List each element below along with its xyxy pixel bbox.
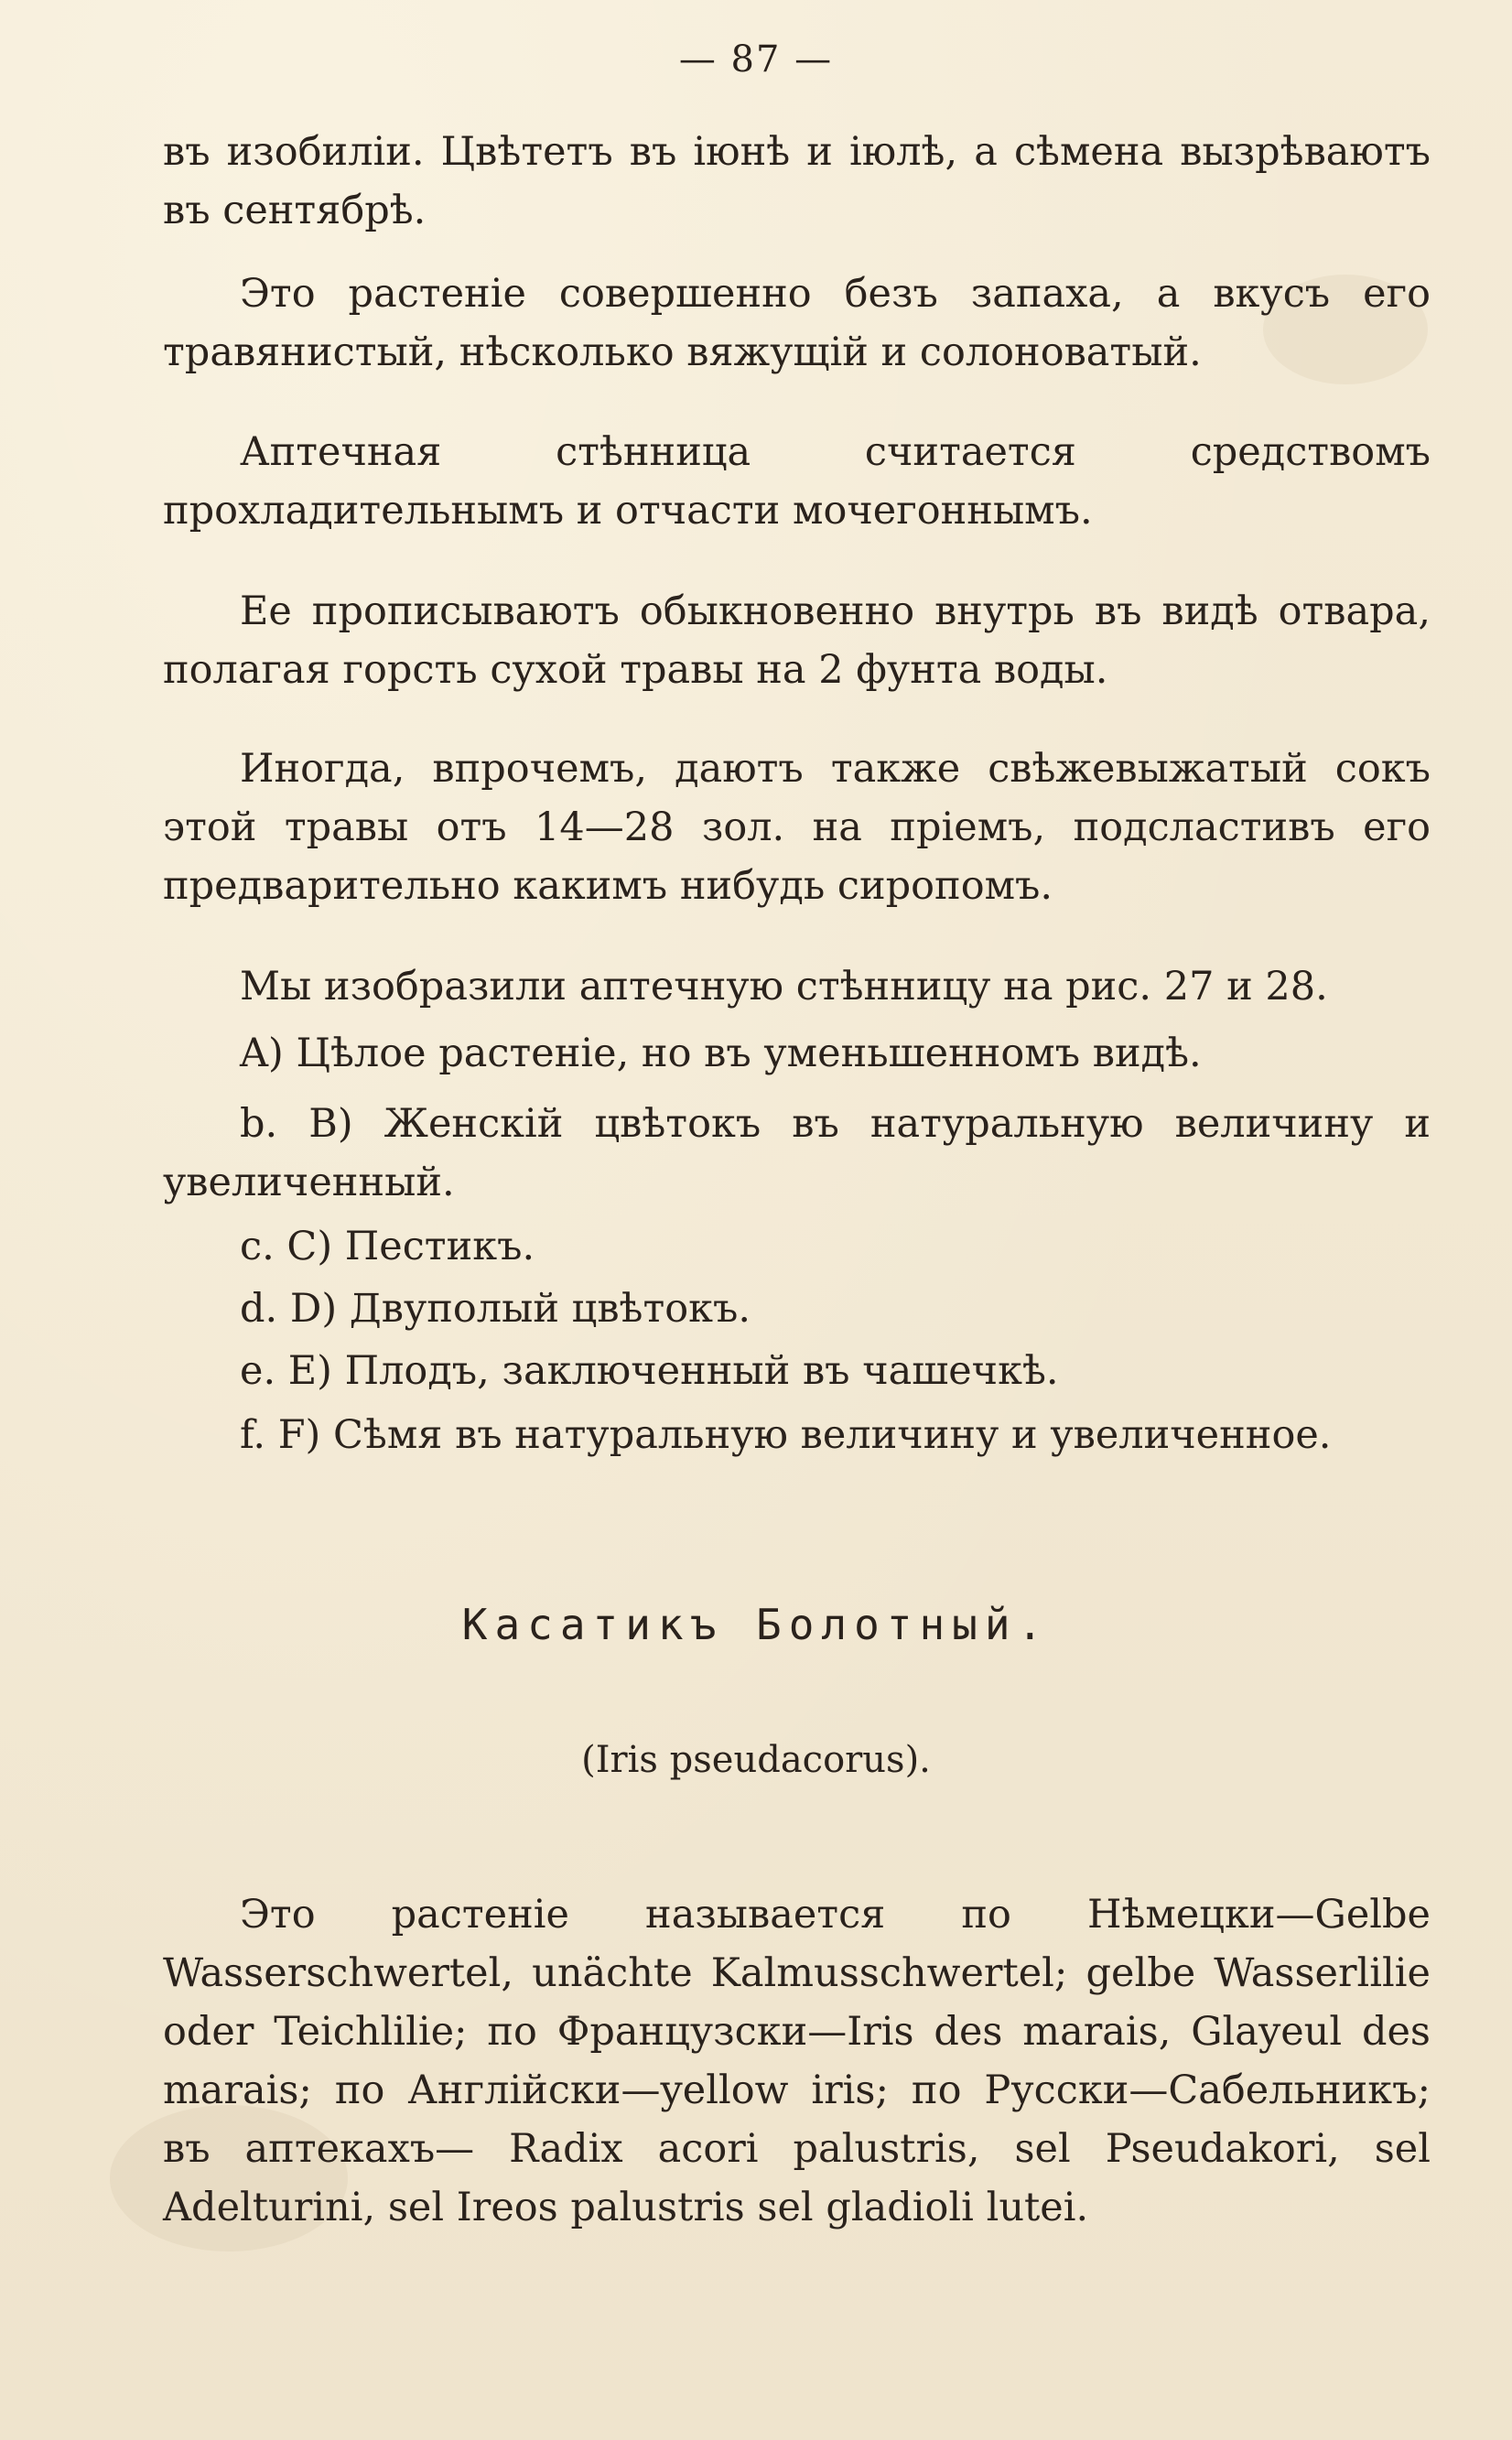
figure-legend-item: A) Цѣлое растеніе, но въ уменьшенномъ видѣ. <box>240 1031 1202 1076</box>
paragraph: Мы изобразили аптечную стѣнницу на рис. 27 и 28. <box>240 964 1328 1009</box>
page-number: — 87 — <box>678 38 834 81</box>
paragraph: Ее прописываютъ обыкновенно внутрь въ видѣ отвара, полагая горсть сухой травы на 2 фунта воды. <box>163 588 1431 693</box>
figure-legend-item: b. B) Женскій цвѣтокъ въ натуральную величину и увеличенный. <box>163 1101 1431 1205</box>
figure-legend-item: c. C) Пестикъ. <box>240 1224 535 1269</box>
section-latin-name: (Iris pseudacorus). <box>581 1739 931 1781</box>
paragraph: въ изобиліи. Цвѣтетъ въ іюнѣ и іюлѣ, а сѣмена вызрѣваютъ въ сентябрѣ. <box>163 129 1431 233</box>
figure-legend-item: f. F) Сѣмя въ натуральную величину и увеличенное. <box>240 1412 1332 1458</box>
figure-legend-item: d. D) Двуполый цвѣтокъ. <box>240 1286 751 1332</box>
paragraph: Иногда, впрочемъ, даютъ также свѣжевыжатый сокъ этой травы отъ 14—28 зол. на пріемъ, подсластивъ его предварительно какимъ нибудь сиропомъ. <box>163 746 1431 909</box>
section-paragraph: Это растеніе называется по Нѣмецки—Gelbe Wasserschwertel, unächte Kalmusschwertel; gelbe Wasserlilie oder Teichlilie; по Французски—Iris des marais, Glayeul des marais; по Англійски—yellow iris; по Русски—Сабельникъ; въ аптекахъ— Radix acori palustris, sel Pseudakori, sel Adelturini, sel Ireos palustris sel gladioli lutei. <box>163 1892 1431 2230</box>
paragraph: Аптечная стѣнница считается средствомъ прохладительнымъ и отчасти мочегоннымъ. <box>163 429 1431 534</box>
figure-legend-item: e. E) Плодъ, заключенный въ чашечкѣ. <box>240 1348 1059 1394</box>
paragraph: Это растеніе совершенно безъ запаха, а вкусъ его травянистый, нѣсколько вяжущій и солоноватый. <box>163 271 1431 375</box>
section-title: Касатикъ Болотный. <box>461 1600 1051 1649</box>
